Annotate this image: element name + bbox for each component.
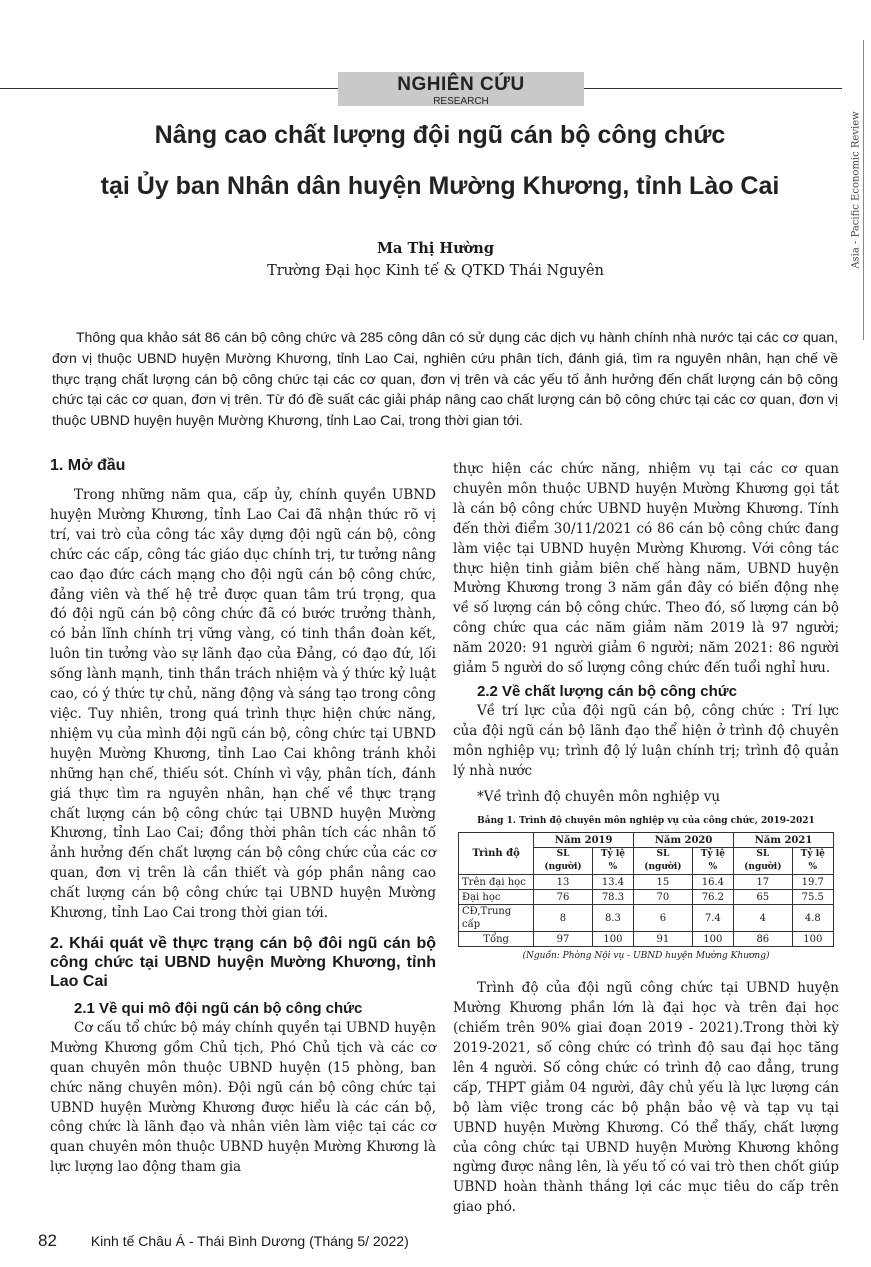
cell: 17 <box>734 875 793 890</box>
author-name: Ma Thị Hường <box>377 240 494 257</box>
cell: 75.5 <box>792 890 833 905</box>
cell: 16.4 <box>692 875 733 890</box>
subhead-percent: Tỷ lệ % <box>692 848 733 875</box>
cell: 4 <box>734 905 793 932</box>
section-subtitle: RESEARCH <box>433 96 489 107</box>
cell: 8 <box>534 905 593 932</box>
left-column <box>50 456 436 1178</box>
section-title: NGHIÊN CỨU <box>397 74 525 95</box>
subhead-count: SL (người) <box>634 848 693 875</box>
continued-paragraph: thực hiện các chức năng, nhiệm vụ tại các cơ quan chuyên môn thuộc UBND huyện Mường Khương gọi tắt là cán bộ công chức UBND huyện Mường Khương. Tính đến thời điểm 30/11/2021 có 86 cán bộ công chức đang làm việc tại UBND huyện Mường Khương. Với công tác thực hiện tinh giảm biên chế hàng năm, UBND huyện Mường Khương trong 3 năm gần đây có biến động nhẹ về số lượng cán bộ công chức. Theo đó, số lượng cán bộ công chức qua các năm giảm năm 2019 là 97 người; năm 2020: 91 người giảm 6 người; năm 2021: 86 người giảm 5 người do số lượng công chức đến tuổi nghỉ hưu. <box>453 461 839 677</box>
cell: 76 <box>534 890 593 905</box>
table-row <box>459 890 834 905</box>
table-1 <box>453 812 839 968</box>
col-head-year-2021: Năm 2021 <box>734 833 834 848</box>
journal-side-label <box>845 40 867 340</box>
cell: 15 <box>634 875 693 890</box>
col-head-year-2019: Năm 2019 <box>534 833 634 848</box>
cell: 100 <box>792 932 833 947</box>
page-number: 82 <box>38 1231 57 1250</box>
cell: 13 <box>534 875 593 890</box>
page-footer <box>38 1231 409 1251</box>
row-label: Đại học <box>459 890 534 905</box>
subhead-percent: Tỷ lệ % <box>792 848 833 875</box>
scale-paragraph: Cơ cấu tổ chức bộ máy chính quyền tại UBND huyện Mường Khương gồm Chủ tịch, Phó Chủ tịch và các cơ quan chuyên môn thuộc UBND huyện (15 phòng, ban chức năng chuyên môn). Đội ngũ cán bộ công chức tại UBND huyện Mường Khương được hiểu là các cán bộ, công chức là lãnh đạo và nhân viên làm việc tại các cơ quan chuyên môn thuộc UBND huyện Mường Khương là lực lượng lao động tham gia <box>50 1019 436 1176</box>
table-total-row <box>459 932 834 947</box>
cell: 8.3 <box>592 905 633 932</box>
cell: 100 <box>692 932 733 947</box>
header-rule-right <box>584 88 842 89</box>
cell: 70 <box>634 890 693 905</box>
cell: 4.8 <box>792 905 833 932</box>
section-label <box>338 72 584 106</box>
subhead-percent: Tỷ lệ % <box>592 848 633 875</box>
row-label: Trên đại học <box>459 875 534 890</box>
cell: 100 <box>592 932 633 947</box>
col-head-year-2020: Năm 2020 <box>634 833 734 848</box>
header-rule-left <box>0 88 338 89</box>
heading-introduction: 1. Mở đầu <box>50 457 126 474</box>
cell: 76.2 <box>692 890 733 905</box>
intro-paragraph: Trong những năm qua, cấp ủy, chính quyền UBND huyện Mường Khương, tỉnh Lao Cai đã nhận thức rõ vị trí, vai trò của công tác xây dựng đội ngũ cán bộ, công chức các cấp, công tác giáo dục chính trị, tư tưởng nâng cao đạo đức cách mạng cho đội ngũ cán bộ công chức, đảng viên và thế hệ trẻ được quan tâm trú trọng, qua đó đội ngũ cán bộ công chức đã có bước trưởng thành, có bản lĩnh chính trị vững vàng, có tinh thần đoàn kết, luôn tin tưởng vào sự lãnh đạo của Đảng, có đạo đứ, lối sống lành mạnh, tinh thần trách nhiệm và ý thức kỷ luật cao, có ý thức tự chủ, năng động và sáng tạo trong công việc. Tuy nhiên, trong quá trình thực hiện chức năng, nhiệm vụ của mình đội ngũ cán bộ, công chức tại UBND huyện Mường Khương, tỉnh Lao Cai không tránh khỏi những hạn chế, thiếu sót. Chính vì vậy, phân tích, đánh giá thực tìm ra nguyên nhân, hạn chế về thực trạng chất lượng cán bộ công chức tại UBND huyện Mường Khương, tỉnh Lao Cai; đồng thời phân tích các nhân tố ảnh hưởng đến chất lượng cán bộ công chức của các cơ quan, đơn vị trên là cần thiết và góp phần nâng cao chất lượng cán bộ công chức tại UBND huyện Mường Khương, tỉnh Lao Cai trong thời gian tới. <box>50 487 436 922</box>
table-source: (Nguồn: Phòng Nội vụ - UBND huyện Mường Khương) <box>522 951 770 962</box>
right-column <box>453 460 839 1218</box>
row-label: Tổng <box>459 932 534 947</box>
cell: 13.4 <box>592 875 633 890</box>
table-caption: Bảng 1. Trình độ chuyên môn nghiệp vụ của công chức, 2019-2021 <box>477 815 815 826</box>
analysis-paragraph: Trình độ của đội ngũ công chức tại UBND huyện Mường Khương phần lớn là đại học và trên đại học (chiếm trên 90% giai đoạn 2019 - 2021).Trong thời kỳ 2019-2021, số công chức có trình độ sau đại học tăng lên 4 người. Số công chức có trình độ cao đẳng, trung cấp, THPT giảm 04 người, đây chủ yếu là lực lượng cán bộ làm việc trong các bộ phận bảo vệ và tạp vụ tại UBND huyện Mường Khương. Có thể thấy, chất lượng của công chức tại UBND huyện Mường Khương không ngừng được nâng lên, là yếu tố có vai trò then chốt giúp UBND hoàn thành thắng lợi các mục tiêu do cấp trên giao phó. <box>453 980 839 1216</box>
row-label: CĐ,Trung cấp <box>459 905 534 932</box>
heading-quality: 2.2 Về chất lượng cán bộ công chức <box>477 682 737 700</box>
cell: 86 <box>734 932 793 947</box>
cell: 78.3 <box>592 890 633 905</box>
cell: 19.7 <box>792 875 833 890</box>
quality-paragraph: Về trí lực của đội ngũ cán bộ, công chức : Trí lực của đội ngũ cán bộ lãnh đạo thể hiện ở trình độ chuyên môn nghiệp vụ; trình độ lý luận chính trị; trình độ quản lý nhà nước <box>453 702 839 779</box>
heading-overview: 2. Khái quát về thực trạng cán bộ đôi ngũ cán bộ công chức tại UBND huyện Mường Khương, tỉnh Lao Cai <box>50 934 436 990</box>
table-row <box>459 905 834 932</box>
article-title-line1: Nâng cao chất lượng đội ngũ cán bộ công chức <box>154 121 726 149</box>
table-header-row <box>459 833 834 848</box>
subhead-count: SL (người) <box>534 848 593 875</box>
cell: 97 <box>534 932 593 947</box>
cell: 91 <box>634 932 693 947</box>
journal-footer-name: Kinh tế Châu Á - Thái Bình Dương (Tháng 5/ 2022) <box>90 1233 409 1249</box>
abstract: Thông qua khảo sát 86 cán bộ công chức và 285 công dân có sử dụng các dịch vụ hành chính nhà nước tại các cơ quan, đơn vị thuộc UBND huyện Mường Khương, tỉnh Lao Cai, nghiên cứu phân tích, đánh giá, tìm ra nguyên nhân, hạn chế về thực trạng chất lượng cán bộ công chức tại các cơ quan, đơn vị trên và các yếu tố ảnh hưởng đến chất lượng cán bộ công chức tại các cơ quan, đơn vị trên. Từ đó đề suất các giải pháp nâng cao chất lượng cán bộ công chức tại các cơ quan, đơn vị thuộc UBND huyện huyện Mường Khương, tỉnh Lao Cai, trong thời gian tới. <box>52 329 838 429</box>
col-head-level: Trình độ <box>459 833 534 875</box>
article-title-line2: tại Ủy ban Nhân dân huyện Mường Khương, tỉnh Lào Cai <box>100 172 780 200</box>
side-journal-name: Asia - Pacific Economic Review <box>850 111 862 269</box>
table-row <box>459 875 834 890</box>
subhead-count: SL (người) <box>734 848 793 875</box>
expertise-subheading: *Về trình độ chuyên môn nghiệp vụ <box>477 788 721 805</box>
cell: 6 <box>634 905 693 932</box>
qualification-table <box>458 832 834 947</box>
heading-scale: 2.1 Về qui mô đội ngũ cán bộ công chức <box>74 999 363 1017</box>
side-divider <box>863 40 864 340</box>
author-affiliation: Trường Đại học Kinh tế & QTKD Thái Nguyên <box>267 263 604 279</box>
cell: 7.4 <box>692 905 733 932</box>
cell: 65 <box>734 890 793 905</box>
